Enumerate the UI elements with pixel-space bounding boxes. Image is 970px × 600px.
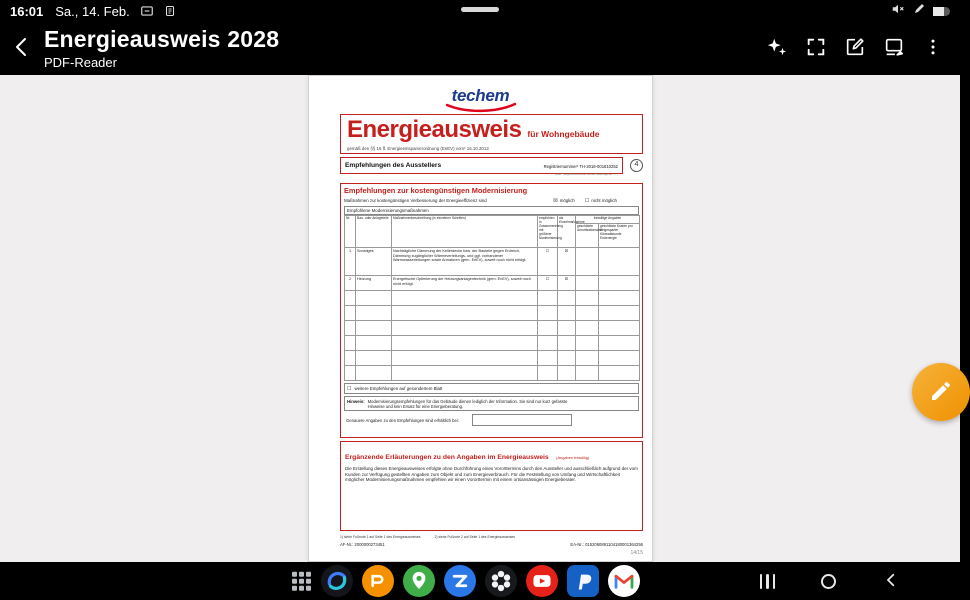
- aussteller-row: [340, 157, 643, 177]
- col-header-teil: Bau- oder Anlageteile: [356, 216, 392, 248]
- home-icon: [821, 574, 836, 589]
- cell-kosten: [599, 248, 640, 276]
- genauere-row: [344, 413, 639, 427]
- checkbox-nicht-moeglich-label: nicht möglich: [591, 198, 617, 204]
- cell-beschreibung: Energetische Optimierung der Heizungsanlagentechnik (gem. EnEV), soweit noch nicht erfolgt.: [392, 276, 538, 291]
- edit-button[interactable]: [842, 34, 868, 64]
- app-drawer-button[interactable]: [292, 572, 311, 591]
- cell-beschreibung: Nachträgliche Dämmung der Kellerdecke bzw. der Bauteile gegen Erdreich, Dämmung zugänglicher Wärmeverteilungs- und ggf. vorhandener Warmwasserleitungen sowie Armaturen (gem. EnEV), soweit noch nicht erfolgt.: [392, 248, 538, 276]
- col-header-amortisationszeit: geschätzte Amortisationszeit: [576, 224, 599, 248]
- af-number: AF-Nr.: 2000000273451: [340, 542, 385, 547]
- cell-nr: 2: [345, 276, 356, 291]
- back-arrow-icon: [10, 35, 34, 62]
- cell-teil: Sonstiges: [356, 248, 392, 276]
- sparkle-icon: [766, 36, 788, 61]
- modernisierung-heading: Empfehlungen zur kostengünstigen Modernisierung: [344, 186, 528, 195]
- cell-teil: Heizung: [356, 276, 392, 291]
- status-date: Sa., 14. Feb.: [55, 3, 130, 19]
- register-block: [544, 154, 618, 177]
- hinweis-row: [344, 396, 639, 411]
- checkbox-unchecked-icon: ☐: [584, 197, 590, 204]
- col-header-freiwillige-angaben: freiwillige Angaben: [576, 216, 640, 224]
- app-icon-orange[interactable]: [361, 564, 395, 598]
- modernisierung-intro: Maßnahmen zur kostengünstigen Verbesserung der Energieeffizienz sind: [344, 198, 487, 204]
- modernisierung-intro-line: [344, 198, 639, 204]
- footnote-2: 2) siehe Fußnote 2 auf Seite 1 des Energieausweises: [434, 535, 515, 539]
- hinweis-label: Hinweis:: [347, 398, 365, 404]
- weitere-checkbox-icon: ☐: [347, 385, 352, 392]
- footnote-1: 1) siehe Fußnote 1 auf Seite 1 des Energieausweises: [340, 535, 421, 539]
- taskbar: [0, 562, 960, 600]
- camera-cutout: [461, 7, 499, 12]
- empty-table-row: [345, 336, 640, 351]
- back-button[interactable]: [0, 22, 44, 75]
- overflow-menu-icon: [923, 37, 943, 60]
- fullscreen-icon: [805, 36, 827, 61]
- register-label: Registriernummer²: [543, 164, 579, 170]
- cell-mit-checkbox: ☐: [538, 276, 558, 291]
- cell-kosten: [599, 276, 640, 291]
- table-row: [345, 276, 640, 291]
- status-bar[interactable]: [0, 0, 960, 22]
- erlaeuterungen-text: Die Erstellung dieses Energieausweises erfolgte ohne Durchführung eines Vororttermins durch den Aussteller und ausschließlich aufgrund der vom Kunden zur Verfügung gestellten Angaben zum Objekt und zum Energieverbrauch. Für die Feststellung von Umfang und Wirtschaftlichkeit möglicher Modernisierungsmaßnahmen empfehlen wir einen Vororttermin mit einem ortsansässigen Energieberater.: [345, 466, 638, 482]
- weitere-empfehlungen-row: [344, 383, 639, 394]
- document-title-suffix: für Wohngebäude: [527, 129, 600, 139]
- erlaeuterungen-note: (Angaben freiwillig): [556, 455, 590, 460]
- weitere-label: weitere Empfehlungen auf gesondertem Blatt: [354, 386, 443, 392]
- register-value: TH-2018-001810252: [579, 164, 618, 170]
- battery-level: [933, 7, 944, 16]
- recents-button[interactable]: [760, 574, 776, 589]
- viewer-area: [0, 75, 960, 562]
- genauere-text: Genauere Angaben zu den Empfehlungen sind erhältlich bei:: [346, 417, 459, 423]
- mute-icon: [891, 2, 905, 21]
- annotate-button[interactable]: [881, 34, 907, 64]
- modernisierung-table: [344, 215, 640, 381]
- overflow-menu-button[interactable]: [920, 34, 946, 64]
- app-icon-blue[interactable]: [443, 564, 477, 598]
- app-icon-camera[interactable]: [484, 564, 518, 598]
- fullscreen-button[interactable]: [803, 34, 829, 64]
- edit-fab[interactable]: [912, 363, 970, 421]
- edit-icon: [844, 36, 866, 61]
- ai-sparkle-button[interactable]: [764, 34, 790, 64]
- cell-amort: [576, 276, 599, 291]
- annotate-icon: [883, 36, 905, 61]
- modernisierung-section: [340, 183, 643, 438]
- notes-icon: [164, 4, 176, 18]
- app-icon-mail[interactable]: [607, 564, 641, 598]
- page-indicator: 14/15: [630, 550, 643, 556]
- stylus-icon: [913, 2, 925, 20]
- checkbox-nicht-moeglich: [585, 198, 617, 204]
- pencil-icon: [929, 379, 953, 406]
- document-title-note: gemäß den §§ 16 ff. Energieeinsparverordnung (EnEV) vom¹ 16.10.2013: [347, 145, 489, 151]
- col-header-mit-modernisierung: empfohlen in Zusammenhang mit größerer Modernisierung: [538, 216, 558, 248]
- app-icon-payment[interactable]: [566, 564, 600, 598]
- cell-mit-checkbox: ☐: [538, 248, 558, 276]
- nav-back-icon: [882, 577, 900, 592]
- footnotes: [340, 535, 643, 539]
- home-button[interactable]: [821, 574, 836, 589]
- cell-einzel-checkbox: ☒: [558, 248, 576, 276]
- screen-capture-icon: [140, 4, 154, 18]
- erlaeuterungen-section: [340, 441, 643, 531]
- table-label: Empfohlene Modernisierungsmaßnahmen: [344, 206, 639, 215]
- aussteller-box: [340, 157, 623, 177]
- document-title: Energieausweis: [347, 116, 522, 143]
- ea-number: EA-Nr.: 0152060891104180001364256: [570, 542, 643, 547]
- checkbox-moeglich-label: möglich: [559, 198, 575, 204]
- app-icon-video[interactable]: [525, 564, 559, 598]
- genauere-empty-field: [472, 414, 572, 426]
- empty-table-row: [345, 291, 640, 306]
- app-name: PDF-Reader: [44, 54, 117, 70]
- hinweis-text: Modernisierungsempfehlungen für das Gebäude dienen lediglich der Information. Sie sind nur kurz gefasste Hinweise und kein Ersatz für eine Energieberatung.: [367, 398, 568, 409]
- nav-buttons: [760, 562, 901, 600]
- techem-swoosh: [444, 103, 518, 112]
- col-header-nr: Nr.: [345, 216, 356, 248]
- aussteller-heading: Empfehlungen des Ausstellers: [345, 161, 442, 169]
- battery-icon: [933, 7, 950, 16]
- erlaeuterungen-heading: Ergänzende Erläuterungen zu den Angaben im Energieausweis: [345, 454, 549, 461]
- table-row: [345, 248, 640, 276]
- empty-table-row: [345, 306, 640, 321]
- nav-back-button[interactable]: [882, 571, 900, 592]
- reference-numbers: [340, 542, 643, 547]
- register-note: (oder "Registriernummer wurde beantragt am ..."): [554, 172, 618, 177]
- techem-logo: [309, 86, 652, 112]
- checkbox-moeglich: [553, 198, 575, 204]
- cell-amort: [576, 248, 599, 276]
- form-page-badge: 4: [630, 159, 643, 172]
- pdf-page[interactable]: [308, 75, 653, 562]
- cell-einzel-checkbox: ☒: [558, 276, 576, 291]
- app-icon-browser-dark[interactable]: [320, 564, 354, 598]
- col-header-beschreibung: Maßnahmenbeschreibung (in einzelnen Schritten): [392, 216, 538, 248]
- col-header-kosten: geschätzte Kosten pro eingesparter Kilowattstunde Endenergie: [599, 224, 640, 248]
- empty-table-row: [345, 321, 640, 336]
- clock: 16:01: [10, 3, 44, 19]
- col-header-einzelmassnahme: als Einzelmaßnahme: [558, 216, 576, 248]
- app-header: [0, 22, 960, 75]
- techem-logo-text: techem: [451, 86, 510, 105]
- document-title-box: [340, 114, 643, 154]
- empty-table-row: [345, 351, 640, 366]
- cell-nr: 1: [345, 248, 356, 276]
- empty-table-row: [345, 366, 640, 381]
- register-line: [544, 164, 618, 169]
- checkbox-checked-icon: ☒: [553, 197, 558, 204]
- page-title: Energieausweis 2028: [44, 26, 280, 53]
- taskbar-apps: [320, 562, 641, 600]
- app-icon-green-maps[interactable]: [402, 564, 436, 598]
